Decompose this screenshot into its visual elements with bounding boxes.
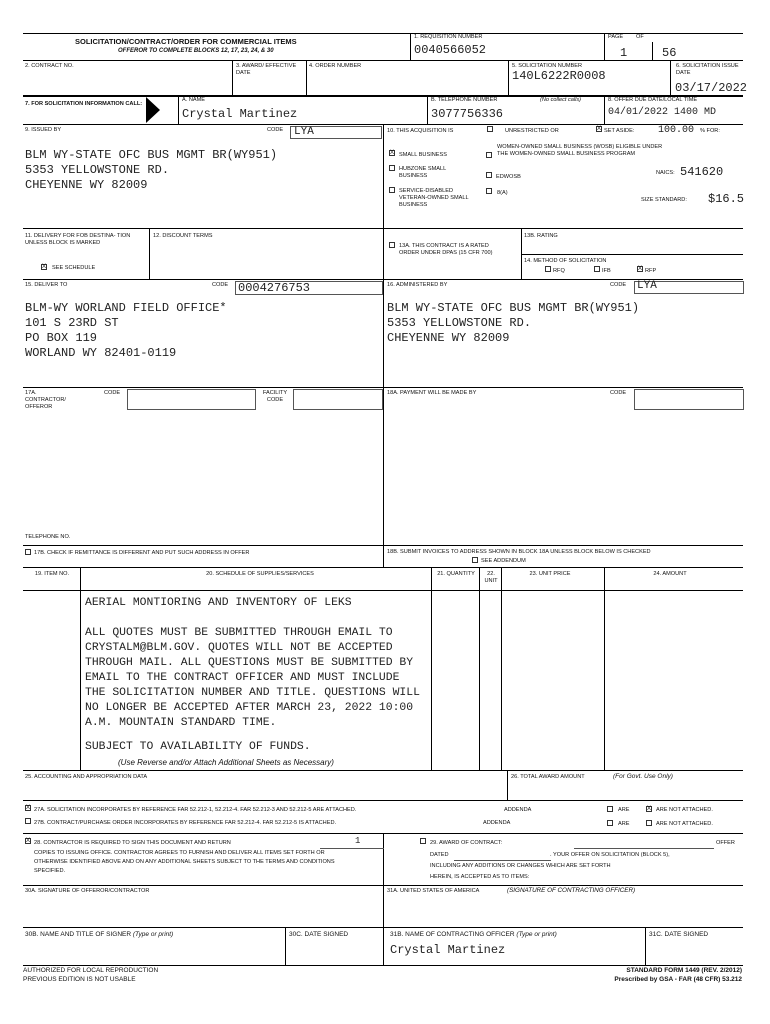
order-number-label: 4. ORDER NUMBER xyxy=(309,63,362,69)
deliver-to-label: 15. DELIVER TO xyxy=(25,282,68,288)
solicitation-number-label: 5. SOLICITATION NUMBER xyxy=(512,63,583,69)
desc-line-1: ALL QUOTES MUST BE SUBMITTED THROUGH EMAIL TO xyxy=(85,627,393,639)
telephone-label: B. TELEPHONE NUMBER xyxy=(431,97,498,103)
signature-usa-label: 31A. UNITED STATES OF AMERICA xyxy=(387,888,480,894)
page-total: 56 xyxy=(662,46,677,60)
date-signed-31c: 31C. DATE SIGNED xyxy=(649,931,709,938)
sdvosb-checkbox[interactable] xyxy=(389,187,395,193)
name-title-label xyxy=(25,931,173,938)
arrow-right-icon xyxy=(146,97,160,123)
27a-are-checkbox[interactable] xyxy=(607,806,613,812)
rating-label: 13B. RATING xyxy=(524,233,558,239)
admin-address xyxy=(387,301,639,346)
form-subtitle: OFFEROR TO COMPLETE BLOCKS 12, 17, 23, 24, & 30 xyxy=(118,48,274,54)
item-no-header: 19. ITEM NO. xyxy=(34,571,70,577)
page-label: PAGE xyxy=(608,34,624,40)
contractor-code-label: CODE xyxy=(104,390,121,396)
27b-are-label: ARE xyxy=(618,821,630,827)
remittance-checkbox[interactable] xyxy=(25,549,31,555)
27b-checkbox[interactable] xyxy=(25,818,31,824)
27b-are-not-label: ARE NOT ATTACHED. xyxy=(656,821,713,827)
deliver-line-1: BLM-WY WORLAND FIELD OFFICE* xyxy=(25,301,227,315)
item-title: AERIAL MONTIORING AND INVENTORY OF LEKS xyxy=(85,597,352,609)
copies-count: 1 xyxy=(355,836,361,846)
deliver-line-2: 101 S 23RD ST xyxy=(25,316,119,330)
method-label: 14. METHOD OF SOLICITATION xyxy=(524,258,607,264)
deliver-code: 0004276753 xyxy=(238,281,311,295)
item-description xyxy=(85,626,420,731)
solicitation-number: 140L6222R0008 xyxy=(512,69,606,83)
contracting-officer-label xyxy=(390,931,557,938)
offer-due-date: 04/01/2022 1400 MD xyxy=(608,107,717,118)
unit-header: 22. UNIT xyxy=(484,571,498,584)
including-text: INCLUDING ANY ADDITIONS OR CHANGES WHICH ARE SET FORTH xyxy=(430,863,611,869)
small-business-checkbox[interactable]: X xyxy=(390,150,395,156)
solicitation-date: 03/17/2022 xyxy=(675,81,748,95)
edwosb-label: EDWOSB xyxy=(496,174,521,180)
27b-are-not-checkbox[interactable] xyxy=(646,820,652,826)
27a-checkbox[interactable]: X xyxy=(26,805,31,811)
requisition-label: 1. REQUISITION NUMBER xyxy=(414,34,483,40)
contract-no-label: 2. CONTRACT NO. xyxy=(25,63,74,69)
deliver-address xyxy=(25,301,227,361)
unrestricted-label: UNRESTRICTED OR xyxy=(505,128,559,134)
contracting-officer-text: 31B. NAME OF CONTRACTING OFFICER xyxy=(390,931,515,938)
deliver-code-label: CODE xyxy=(212,282,229,288)
amount-header: 24. AMOUNT xyxy=(653,571,687,577)
facility-code-field[interactable] xyxy=(293,389,383,410)
contact-name-label: A. NAME xyxy=(182,97,206,103)
28-checkbox[interactable]: X xyxy=(26,838,31,844)
date-signed-30c: 30C. DATE SIGNED xyxy=(289,931,349,938)
27a-text: 27A. SOLICITATION INCORPORATES BY REFERENCE FAR 52.212-1, 52.212-4. FAR 52.212-3 AND 52.212-5 ARE ATTACHED. xyxy=(34,807,357,813)
funds-note: SUBJECT TO AVAILABILITY OF FUNDS. xyxy=(85,741,311,753)
see-schedule-checkbox[interactable]: X xyxy=(42,264,47,270)
setaside-checkbox[interactable]: X xyxy=(597,126,602,132)
your-offer-text: . YOUR OFFER ON SOLICITATION (BLOCK 5), xyxy=(550,852,670,858)
27a-are-not-checkbox[interactable]: X xyxy=(647,806,652,812)
signature-usa-note: (SIGNATURE OF CONTRACTING OFFICER) xyxy=(507,887,636,894)
size-standard-value: $16.5 xyxy=(708,192,745,206)
facility-code-label: FACILITY CODE xyxy=(262,390,288,403)
issued-line-2: 5353 YELLOWSTONE RD. xyxy=(25,163,170,177)
naics-value: 541620 xyxy=(680,165,724,179)
desc-line-6: NO LONGER BE ACCEPTED AFTER MARCH 23, 2022 10:00 xyxy=(85,702,414,714)
deliver-line-4: WORLAND WY 82401-0119 xyxy=(25,346,177,360)
award-date-label: 3. AWARD/ EFFECTIVE DATE xyxy=(236,63,297,76)
issued-code: LYA xyxy=(294,126,314,138)
wosb-label: WOMEN-OWNED SMALL BUSINESS (WOSB) ELIGIBLE UNDER THE WOMEN-OWNED SMALL BUSINESS PROGRAM xyxy=(497,144,663,157)
27a-are-label: ARE xyxy=(618,807,630,813)
contracting-officer-note: (Type or print) xyxy=(516,931,557,938)
discount-terms-label: 12. DISCOUNT TERMS xyxy=(153,233,213,239)
award-contract-label: 29. AWARD OF CONTRACT: xyxy=(430,840,503,846)
name-title-text: 30B. NAME AND TITLE OF SIGNER xyxy=(25,931,132,938)
rfp-label: RFP xyxy=(645,268,657,274)
size-standard-label: SIZE STANDARD: xyxy=(641,197,687,203)
quantity-header: 21. QUANTITY xyxy=(437,571,475,577)
ifb-label: IFB xyxy=(602,268,611,274)
sdvosb-label: SERVICE-DISABLED VETERAN-OWNED SMALL BUSINESS xyxy=(399,188,469,208)
submit-invoices-label: 18B. SUBMIT INVOICES TO ADDRESS SHOWN IN BLOCK 18A UNLESS BLOCK BELOW IS CHECKED xyxy=(387,549,651,555)
admin-line-2: 5353 YELLOWSTONE RD. xyxy=(387,316,532,330)
rated-order-checkbox[interactable] xyxy=(389,242,395,248)
setaside-percent: 100.00 xyxy=(658,125,695,136)
desc-line-4: EMAIL TO THE CONTRACT OFFICER AND MUST INCLUDE xyxy=(85,672,400,684)
offer-due-label: 8. OFFER DUE DATE/LOCAL TIME xyxy=(608,97,698,103)
form-title: SOLICITATION/CONTRACT/ORDER FOR COMMERCIAL ITEMS xyxy=(75,37,297,46)
desc-line-5: THE SOLICITATION NUMBER AND TITLE. QUESTIONS WILL xyxy=(85,687,420,699)
page-number: 1 xyxy=(620,46,628,60)
contracting-officer-name: Crystal Martinez xyxy=(390,943,506,957)
info-call-label: 7. FOR SOLICITATION INFORMATION CALL: xyxy=(25,101,143,107)
hubzone-checkbox[interactable] xyxy=(389,165,395,171)
issued-line-3: CHEYENNE WY 82009 xyxy=(25,178,148,192)
contractor-code-field[interactable] xyxy=(127,389,256,410)
signature-contractor-label: 30A. SIGNATURE OF OFFEROR/CONTRACTOR xyxy=(25,888,150,894)
29-checkbox[interactable] xyxy=(420,838,426,844)
edwosb-checkbox[interactable] xyxy=(486,172,492,178)
admin-line-3: CHEYENNE WY 82009 xyxy=(387,331,510,345)
28-text-2: COPIES TO ISSUING OFFICE. CONTRACTOR AGREES TO FURNISH AND DELIVER ALL ITEMS SET FORTH OR OTHERWISE IDENTIFIED ABOVE AND ON ANY ADDITIONAL SHEETS SUBJECT TO THE TERMS AND CONDITIONS SPECIFIED. xyxy=(34,850,335,874)
payment-code-field[interactable] xyxy=(634,389,744,410)
footer-right xyxy=(545,966,742,984)
of-label: OF xyxy=(636,34,644,40)
administered-by-label: 16. ADMINISTERED BY xyxy=(387,282,448,288)
issued-address xyxy=(25,148,277,193)
eight-a-checkbox[interactable] xyxy=(486,188,492,194)
naics-label: NAICS: xyxy=(656,170,675,176)
eight-a-label: 8(A) xyxy=(497,190,508,196)
offer-label: OFFER xyxy=(716,840,735,846)
footer-left-2: PREVIOUS EDITION IS NOT USABLE xyxy=(23,976,136,983)
issued-by-label: 9. ISSUED BY xyxy=(25,127,62,133)
footer-left-1: AUTHORIZED FOR LOCAL REPRODUCTION xyxy=(23,967,159,974)
27a-addenda: ADDENDA xyxy=(504,807,532,813)
wosb-checkbox[interactable] xyxy=(486,152,492,158)
27b-addenda: ADDENDA xyxy=(483,820,511,826)
admin-code: LYA xyxy=(637,280,657,292)
total-award-label: 26. TOTAL AWARD AMOUNT xyxy=(511,774,585,780)
schedule-header: 20. SCHEDULE OF SUPPLIES/SERVICES xyxy=(206,571,314,577)
unit-price-header: 23. UNIT PRICE xyxy=(529,571,571,577)
28-text: 28. CONTRACTOR IS REQUIRED TO SIGN THIS DOCUMENT AND RETURN xyxy=(34,840,231,846)
rfq-checkbox[interactable] xyxy=(545,266,551,272)
unrestricted-checkbox[interactable] xyxy=(487,126,493,132)
name-title-note: (Type or print) xyxy=(132,931,174,938)
reverse-note: (Use Reverse and/or Attach Additional Sheets as Necessary) xyxy=(118,758,334,767)
accounting-label: 25. ACCOUNTING AND APPROPRIATION DATA xyxy=(25,774,148,780)
remittance-label: 17B. CHECK IF REMITTANCE IS DIFFERENT AND PUT SUCH ADDRESS IN OFFER xyxy=(34,550,250,556)
admin-code-label: CODE xyxy=(610,282,627,288)
percent-for-label: % FOR: xyxy=(700,128,720,134)
payment-code-label: CODE xyxy=(610,390,627,396)
issued-line-1: BLM WY-STATE OFC BUS MGMT BR(WY951) xyxy=(25,148,278,162)
collect-calls-note: (No collect calls) xyxy=(540,97,582,103)
footer-right-1: STANDARD FORM 1449 (REV. 2/2012) xyxy=(626,967,742,974)
desc-line-2: CRYSTALM@BLM.GOV. QUOTES WILL NOT BE ACCEPTED xyxy=(85,642,393,654)
delivery-fob-label: 11. DELIVERY FOR FOB DESTINA- TION UNLESS BLOCK IS MARKED xyxy=(25,233,131,246)
27b-are-checkbox[interactable] xyxy=(607,820,613,826)
desc-line-7: A.M. MOUNTAIN STANDARD TIME. xyxy=(85,717,277,729)
telephone-number: 3077756336 xyxy=(431,107,504,121)
setaside-label: SET ASIDE: xyxy=(604,128,635,134)
herein-text: HEREIN, IS ACCEPTED AS TO ITEMS: xyxy=(430,874,530,880)
ifb-checkbox[interactable] xyxy=(594,266,600,272)
rfp-checkbox[interactable]: X xyxy=(638,266,643,272)
acquisition-label: 10. THIS ACQUISITION IS xyxy=(387,128,454,134)
contact-name: Crystal Martinez xyxy=(182,107,298,121)
dated-label: DATED xyxy=(430,852,449,858)
requisition-number: 0040566052 xyxy=(414,43,487,57)
27a-are-not-label: ARE NOT ATTACHED. xyxy=(656,807,713,813)
telephone-no-label: TELEPHONE NO. xyxy=(25,534,71,540)
rfq-label: RFQ xyxy=(553,268,565,274)
total-award-note: (For Govt. Use Only) xyxy=(613,773,673,780)
deliver-line-3: PO BOX 119 xyxy=(25,331,98,345)
desc-line-3: THROUGH MAIL. ALL QUESTIONS MUST BE SUBMITTED BY xyxy=(85,657,414,669)
addendum-checkbox[interactable] xyxy=(472,557,478,563)
hubzone-label: HUBZONE SMALL BUSINESS xyxy=(399,166,447,179)
27b-text: 27B. CONTRACT/PURCHASE ORDER INCORPORATES BY REFERENCE FAR 52.212-4. FAR 52.212-5 IS ATTACHED. xyxy=(34,820,337,826)
rated-order-label: 13A. THIS CONTRACT IS A RATED ORDER UNDER DPAS (15 CFR 700) xyxy=(399,243,493,256)
footer-left xyxy=(23,966,158,984)
solicitation-date-label: 6. SOLICITATION ISSUE DATE xyxy=(676,63,739,76)
see-schedule-label: SEE SCHEDULE xyxy=(52,265,96,271)
addendum-label: SEE ADDENDUM xyxy=(481,558,526,564)
issued-code-label: CODE xyxy=(267,127,284,133)
contractor-label: 17A. CONTRACTOR/ OFFEROR xyxy=(25,390,66,410)
footer-right-2: Prescribed by GSA - FAR (48 CFR) 53.212 xyxy=(614,976,742,983)
payment-label: 18A. PAYMENT WILL BE MADE BY xyxy=(387,390,477,396)
admin-line-1: BLM WY-STATE OFC BUS MGMT BR(WY951) xyxy=(387,301,640,315)
small-business-label: SMALL BUSINESS xyxy=(399,152,447,158)
